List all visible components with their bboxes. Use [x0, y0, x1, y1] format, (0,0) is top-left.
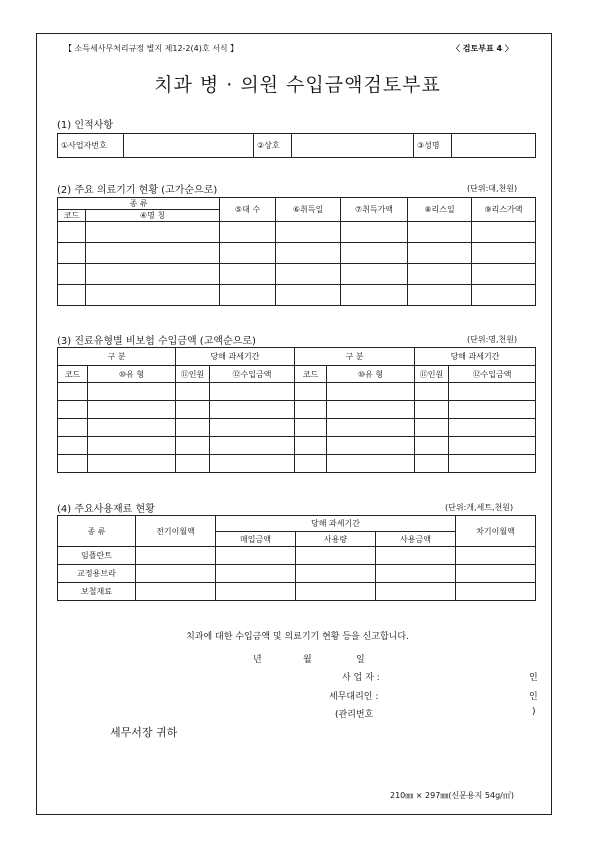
col-patients: ⑪인원	[415, 366, 449, 383]
section4-heading: (4) 주요사용재료 현황	[57, 504, 155, 515]
table-cell[interactable]	[58, 419, 88, 437]
col-type: ⑩유 형	[88, 366, 176, 383]
personal-info-table	[57, 133, 536, 158]
equipment-kind-header: 종 류	[58, 198, 220, 210]
table-cell[interactable]	[58, 401, 88, 419]
table-cell[interactable]	[296, 583, 376, 601]
col-material-kind: 종 류	[58, 516, 136, 547]
tax-agent-label: 세무대리인 :	[329, 692, 379, 702]
table-cell[interactable]	[58, 264, 86, 285]
table-cell[interactable]	[341, 285, 408, 306]
col-carried-next: 차기이월액	[456, 516, 536, 547]
table-cell[interactable]	[220, 264, 276, 285]
table-cell[interactable]	[216, 565, 296, 583]
table-cell[interactable]	[136, 547, 216, 565]
table-cell[interactable]	[210, 437, 295, 455]
table-cell[interactable]	[88, 383, 176, 401]
col-carried-forward: 전기이월액	[136, 516, 216, 547]
table-row	[58, 583, 536, 601]
table-cell[interactable]	[472, 264, 536, 285]
table-cell[interactable]	[449, 383, 536, 401]
section4-unit: (단위:개,세트,천원)	[445, 503, 514, 512]
table-row	[58, 383, 536, 401]
table-cell[interactable]	[88, 455, 176, 473]
col-lease-date: ⑧리스일	[408, 198, 472, 222]
agent-seal[interactable]: 인	[529, 692, 538, 702]
table-cell[interactable]	[449, 455, 536, 473]
table-cell[interactable]	[295, 437, 327, 455]
medical-equipment-table	[57, 197, 536, 306]
owner-seal[interactable]: 인	[529, 673, 538, 683]
material-name: 교정용브라	[58, 565, 136, 583]
group-period-left: 당해 과세기간	[176, 348, 295, 366]
table-cell[interactable]	[376, 547, 456, 565]
date-day[interactable]: 일	[356, 655, 365, 665]
table-cell[interactable]	[415, 383, 449, 401]
col-usage-amount: 사용금액	[376, 532, 456, 547]
management-number-close: )	[532, 707, 536, 717]
table-cell[interactable]	[210, 401, 295, 419]
table-row	[58, 285, 536, 306]
table-cell[interactable]	[88, 401, 176, 419]
table-cell[interactable]	[58, 243, 86, 264]
owner-name-label: ③성명	[414, 134, 452, 158]
table-cell[interactable]	[415, 455, 449, 473]
section1-heading: (1) 인적사항	[57, 120, 113, 131]
table-cell[interactable]	[58, 222, 86, 243]
col-code: 코드	[58, 210, 86, 222]
table-cell[interactable]	[88, 437, 176, 455]
table-cell[interactable]	[276, 285, 341, 306]
trade-name-field[interactable]	[292, 134, 414, 158]
table-cell[interactable]	[220, 243, 276, 264]
col-purchase-amount: 매입금액	[216, 532, 296, 547]
table-cell[interactable]	[176, 419, 210, 437]
table-cell[interactable]	[408, 264, 472, 285]
table-cell[interactable]	[327, 437, 415, 455]
table-cell[interactable]	[176, 383, 210, 401]
form-number: 〈 검토부표 4 〉	[452, 44, 513, 53]
table-cell[interactable]	[472, 222, 536, 243]
table-cell[interactable]	[415, 437, 449, 455]
section3-heading: (3) 진료유형별 비보험 수입금액 (고액순으로)	[57, 336, 256, 347]
table-cell[interactable]	[86, 264, 220, 285]
table-cell[interactable]	[276, 222, 341, 243]
table-cell[interactable]	[341, 222, 408, 243]
table-cell[interactable]	[295, 401, 327, 419]
owner-name-field[interactable]	[452, 134, 536, 158]
table-cell[interactable]	[58, 437, 88, 455]
table-cell[interactable]	[449, 437, 536, 455]
table-cell[interactable]	[216, 583, 296, 601]
business-number-label: ①사업자번호	[58, 134, 124, 158]
date-year[interactable]: 년	[253, 655, 262, 665]
date-month[interactable]: 월	[303, 655, 312, 665]
col-acquired-date: ⑥취득일	[276, 198, 341, 222]
section2-unit: (단위:대,천원)	[467, 184, 518, 193]
table-cell[interactable]	[456, 565, 536, 583]
table-row	[58, 455, 536, 473]
col-current-period: 당해 과세기간	[216, 516, 456, 532]
col-lease-amount: ⑨리스가액	[472, 198, 536, 222]
col-usage-quantity: 사용량	[296, 532, 376, 547]
col-code: 코드	[58, 366, 88, 383]
declaration-text: 치과에 대한 수입금액 및 의료기기 현황 등을 신고합니다.	[186, 632, 409, 642]
table-cell[interactable]	[86, 222, 220, 243]
materials-table	[57, 515, 536, 601]
material-name: 임플란트	[58, 547, 136, 565]
regulation-reference: 【 소득세사무처리규정 별지 제12-2(4)호 서식 】	[64, 44, 239, 53]
group-category-left: 구 분	[58, 348, 176, 366]
table-cell[interactable]	[415, 419, 449, 437]
table-cell[interactable]	[58, 383, 88, 401]
material-name: 보철재료	[58, 583, 136, 601]
table-cell[interactable]	[210, 455, 295, 473]
table-cell[interactable]	[86, 285, 220, 306]
table-cell[interactable]	[220, 222, 276, 243]
group-period-right: 당해 과세기간	[415, 348, 536, 366]
col-code: 코드	[295, 366, 327, 383]
section2-heading: (2) 주요 의료기기 현황 (고가순으로)	[57, 185, 218, 196]
col-equipment-name: ④명 칭	[86, 210, 220, 222]
uninsured-revenue-table	[57, 347, 536, 473]
table-cell[interactable]	[376, 565, 456, 583]
table-cell[interactable]	[408, 243, 472, 264]
table-cell[interactable]	[341, 243, 408, 264]
table-cell[interactable]	[456, 583, 536, 601]
table-row	[58, 419, 536, 437]
table-cell[interactable]	[88, 419, 176, 437]
table-cell[interactable]	[210, 383, 295, 401]
table-cell[interactable]	[415, 401, 449, 419]
table-row	[58, 437, 536, 455]
col-revenue: ⑫수입금액	[449, 366, 536, 383]
table-row	[58, 243, 536, 264]
trade-name-label: ②상호	[254, 134, 292, 158]
table-row	[58, 264, 536, 285]
business-owner-label: 사 업 자 :	[342, 673, 380, 683]
table-cell[interactable]	[176, 455, 210, 473]
table-cell[interactable]	[210, 419, 295, 437]
table-cell[interactable]	[472, 285, 536, 306]
table-row	[58, 222, 536, 243]
table-cell[interactable]	[327, 383, 415, 401]
table-cell[interactable]	[456, 547, 536, 565]
table-cell[interactable]	[408, 285, 472, 306]
addressee: 세무서장 귀하	[110, 726, 178, 739]
table-cell[interactable]	[216, 547, 296, 565]
section3-unit: (단위:명,천원)	[467, 335, 518, 344]
table-row	[58, 401, 536, 419]
table-cell[interactable]	[136, 565, 216, 583]
table-cell[interactable]	[472, 243, 536, 264]
table-cell[interactable]	[376, 583, 456, 601]
table-cell[interactable]	[86, 243, 220, 264]
table-cell[interactable]	[295, 383, 327, 401]
table-cell[interactable]	[341, 264, 408, 285]
table-cell[interactable]	[449, 401, 536, 419]
table-cell[interactable]	[295, 455, 327, 473]
table-cell[interactable]	[449, 419, 536, 437]
table-cell[interactable]	[176, 437, 210, 455]
table-cell[interactable]	[327, 419, 415, 437]
group-category-right: 구 분	[295, 348, 415, 366]
table-cell[interactable]	[296, 565, 376, 583]
table-cell[interactable]	[295, 419, 327, 437]
col-type: ⑩유 형	[327, 366, 415, 383]
paper-spec: 210㎜ × 297㎜(신문용지 54g/㎡)	[390, 791, 514, 800]
table-cell[interactable]	[276, 243, 341, 264]
table-cell[interactable]	[58, 455, 88, 473]
table-cell[interactable]	[327, 455, 415, 473]
management-number-open: (관리번호	[335, 710, 374, 720]
col-patients: ⑪인원	[176, 366, 210, 383]
col-revenue: ⑫수입금액	[210, 366, 295, 383]
table-cell[interactable]	[296, 547, 376, 565]
table-cell[interactable]	[276, 264, 341, 285]
business-number-field[interactable]	[124, 134, 254, 158]
col-quantity: ⑤대 수	[220, 198, 276, 222]
col-acquired-amount: ⑦취득가액	[341, 198, 408, 222]
table-cell[interactable]	[58, 285, 86, 306]
page-title: 치과 병 · 의원 수입금액검토부표	[154, 74, 441, 96]
table-row	[58, 565, 536, 583]
table-cell[interactable]	[220, 285, 276, 306]
table-row	[58, 547, 536, 565]
table-cell[interactable]	[327, 401, 415, 419]
table-cell[interactable]	[136, 583, 216, 601]
table-cell[interactable]	[176, 401, 210, 419]
table-cell[interactable]	[408, 222, 472, 243]
